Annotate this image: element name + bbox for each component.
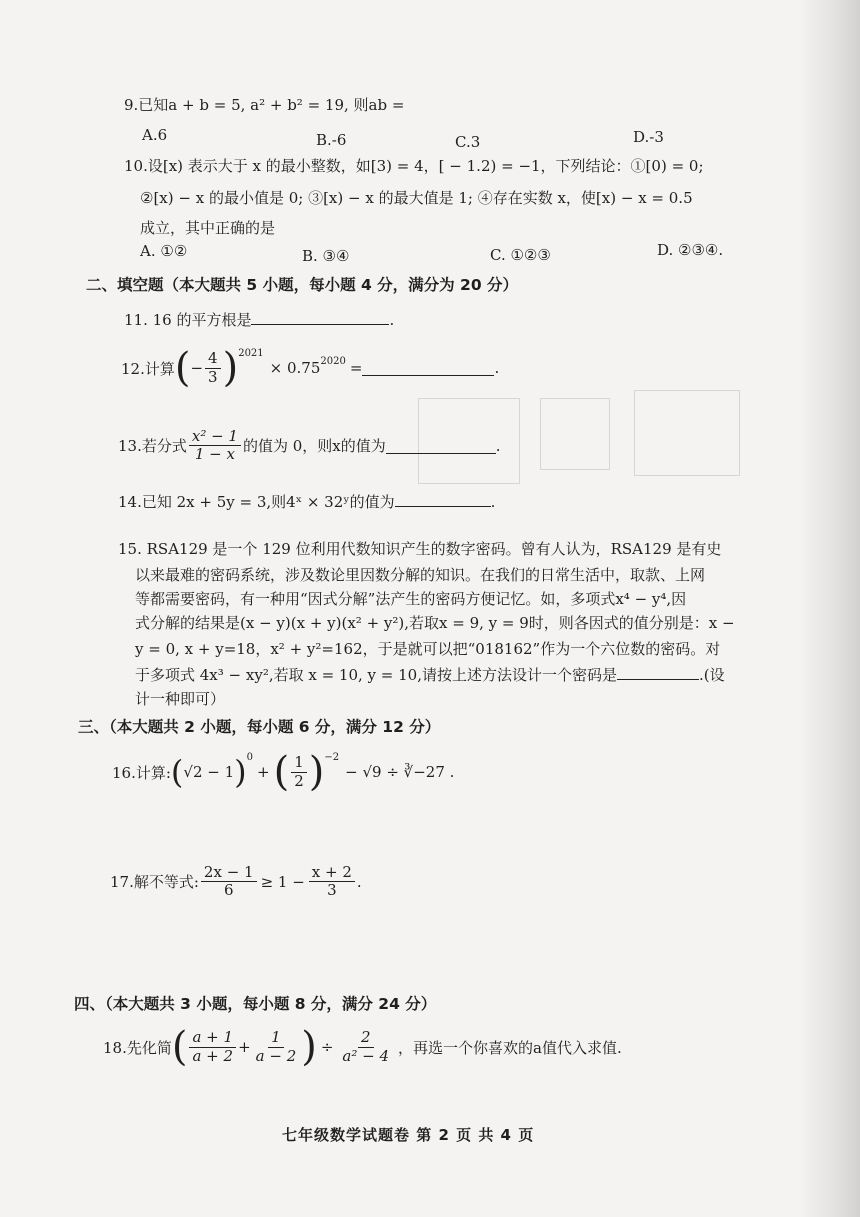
q15-line-6 <box>135 664 725 684</box>
q12-minus: − <box>190 359 204 377</box>
q9-option-c: C.3 <box>455 133 481 151</box>
q17-end: . <box>356 872 362 891</box>
q16-rest: − √9 ÷ ∛−27 . <box>345 763 455 781</box>
q9-option-d: D.-3 <box>633 128 664 146</box>
q16 <box>112 749 455 795</box>
q18-numerator-2: 1 <box>268 1029 284 1047</box>
q15-line-6-end: .(设 <box>699 666 725 684</box>
q18-label: 18.先化简 <box>103 1038 172 1057</box>
q12-open-paren: ( <box>174 345 191 391</box>
q18-divide: ÷ <box>320 1038 334 1056</box>
q17-numerator-1: 2x − 1 <box>201 864 257 882</box>
q9-option-a: A.6 <box>142 126 168 144</box>
q15-line-7: 计一种即可） <box>135 690 226 708</box>
q12-exponent-1: 2021 <box>238 348 264 359</box>
q15-line-6-text: 于多项式 4x³ − xy²,若取 x = 10, y = 10,请按上述方法设计一个密码是 <box>135 666 617 684</box>
section-3-heading: 三、（本大题共 2 小题，每小题 6 分，满分 12 分） <box>78 718 441 736</box>
q18-numerator-3: 2 <box>358 1029 374 1047</box>
q18-text: ，再选一个你喜欢的a值代入求值. <box>398 1038 622 1057</box>
q10-option-a: A. ①② <box>140 242 188 260</box>
q12 <box>121 345 500 391</box>
q11-text: 11. 16 的平方根是 <box>124 311 252 329</box>
q12-label: 12.计算 <box>121 359 175 378</box>
q13-denominator: 1 − x <box>194 445 235 464</box>
q13-answer-blank[interactable] <box>386 438 496 454</box>
q13-numerator: x² − 1 <box>189 428 241 446</box>
q12-equals: = <box>349 359 363 377</box>
q12-times: × 0.75 <box>269 359 321 377</box>
q15-line-4: 式分解的结果是(x − y)(x + y)(x² + y²),若取x = 9, y = 9时，则各因式的值分别是：x − <box>135 614 735 632</box>
q10-line-1: 10.设[x) 表示大于 x 的最小整数，如[3) = 4，[ − 1.2) = −1，下列结论：①[0) = 0; <box>124 157 704 175</box>
q15-line-5: y = 0, x + y=18，x² + y²=162，于是就可以把“018162”作为一个六位数的密码。对 <box>135 640 721 658</box>
q18-fraction-3 <box>339 1029 392 1065</box>
q16-close-paren: ) <box>234 753 247 791</box>
q12-end: . <box>494 359 500 377</box>
q16-close-paren-2: ) <box>308 749 325 795</box>
q12-close-paren: ) <box>222 345 239 391</box>
page-edge-shadow <box>798 0 860 1217</box>
q11-end: . <box>389 311 395 329</box>
q16-exponent-neg2: −2 <box>324 752 340 763</box>
q18-numerator-1: a + 1 <box>189 1029 236 1047</box>
q16-fraction <box>291 754 307 790</box>
q17-denominator-2: 3 <box>327 881 337 900</box>
q18 <box>103 1024 622 1070</box>
q13 <box>118 428 501 464</box>
q13-label: 13.若分式 <box>118 437 187 456</box>
q18-denominator-3: a² − 4 <box>342 1046 390 1065</box>
bleed-through-box <box>634 390 740 476</box>
q12-denominator: 3 <box>208 367 218 386</box>
q12-answer-blank[interactable] <box>362 360 494 376</box>
q12-fraction <box>205 350 221 386</box>
q17 <box>110 864 362 900</box>
q17-fraction-2 <box>309 864 355 900</box>
q10-option-c: C. ①②③ <box>490 246 551 264</box>
section-2-heading: 二、填空题（本大题共 5 小题，每小题 4 分，满分为 20 分） <box>86 276 519 294</box>
q17-middle: ≥ 1 − <box>260 872 305 891</box>
q18-plus: + <box>238 1038 251 1056</box>
q10-option-d: D. ②③④. <box>657 241 724 259</box>
q18-denominator-2: a − 2 <box>255 1046 297 1065</box>
page-footer: 七年级数学试题卷 第 2 页 共 4 页 <box>282 1126 535 1144</box>
q9-option-b: B.-6 <box>316 131 347 149</box>
q18-open-paren: ( <box>171 1024 188 1070</box>
q17-fraction-1 <box>201 864 257 900</box>
q16-base: √2 − 1 <box>183 763 235 781</box>
q16-numerator: 1 <box>291 754 307 772</box>
q18-close-paren: ) <box>301 1024 317 1070</box>
q11 <box>124 309 394 329</box>
q16-label: 16.计算: <box>112 763 171 782</box>
q15-answer-blank[interactable] <box>617 664 699 680</box>
section-4-heading: 四、（本大题共 3 小题，每小题 8 分，满分 24 分） <box>74 995 437 1013</box>
q17-denominator-1: 6 <box>223 881 234 900</box>
q18-denominator-1: a + 2 <box>192 1046 234 1065</box>
q12-exponent-2: 2020 <box>320 356 346 367</box>
q16-open-paren: ( <box>170 753 184 791</box>
q12-numerator: 4 <box>205 350 221 368</box>
q15-line-2: 以来最难的密码系统，涉及数论里因数分解的知识。在我们的日常生活中，取款、上网 <box>135 566 706 584</box>
q18-fraction-2 <box>253 1029 300 1065</box>
q9-stem: 9.已知a + b = 5, a² + b² = 19, 则ab = <box>124 96 405 114</box>
q13-end: . <box>495 436 501 455</box>
q16-exponent-0: 0 <box>246 752 254 763</box>
q10-line-3: 成立，其中正确的是 <box>140 219 276 237</box>
q17-numerator-2: x + 2 <box>309 864 355 882</box>
q17-label: 17.解不等式: <box>110 873 199 892</box>
bleed-through-box <box>540 398 610 470</box>
q15-line-3: 等都需要密码，有一种用“因式分解”法产生的密码方便记忆。如，多项式x⁴ − y⁴,因 <box>135 590 687 608</box>
q16-denominator: 2 <box>294 771 304 790</box>
q14-text: 14.已知 2x + 5y = 3,则4ˣ × 32ʸ的值为 <box>118 493 395 511</box>
q18-fraction-1 <box>189 1029 236 1065</box>
q16-plus: + <box>257 763 270 781</box>
q14 <box>118 491 495 511</box>
q11-answer-blank[interactable] <box>251 309 389 325</box>
q13-text: 的值为 0，则x的值为 <box>242 437 386 456</box>
q14-answer-blank[interactable] <box>395 491 491 507</box>
q10-option-b: B. ③④ <box>302 247 350 265</box>
q10-line-2: ②[x) − x 的最小值是 0; ③[x) − x 的最大值是 1; ④存在实数 x，使[x) − x = 0.5 <box>140 189 693 207</box>
q15-line-1: 15. RSA129 是一个 129 位利用代数知识产生的数字密码。曾有人认为，RSA129 是有史 <box>118 540 722 558</box>
q16-open-paren-2: ( <box>273 749 290 795</box>
q14-end: . <box>490 493 496 511</box>
q13-fraction <box>189 428 241 464</box>
